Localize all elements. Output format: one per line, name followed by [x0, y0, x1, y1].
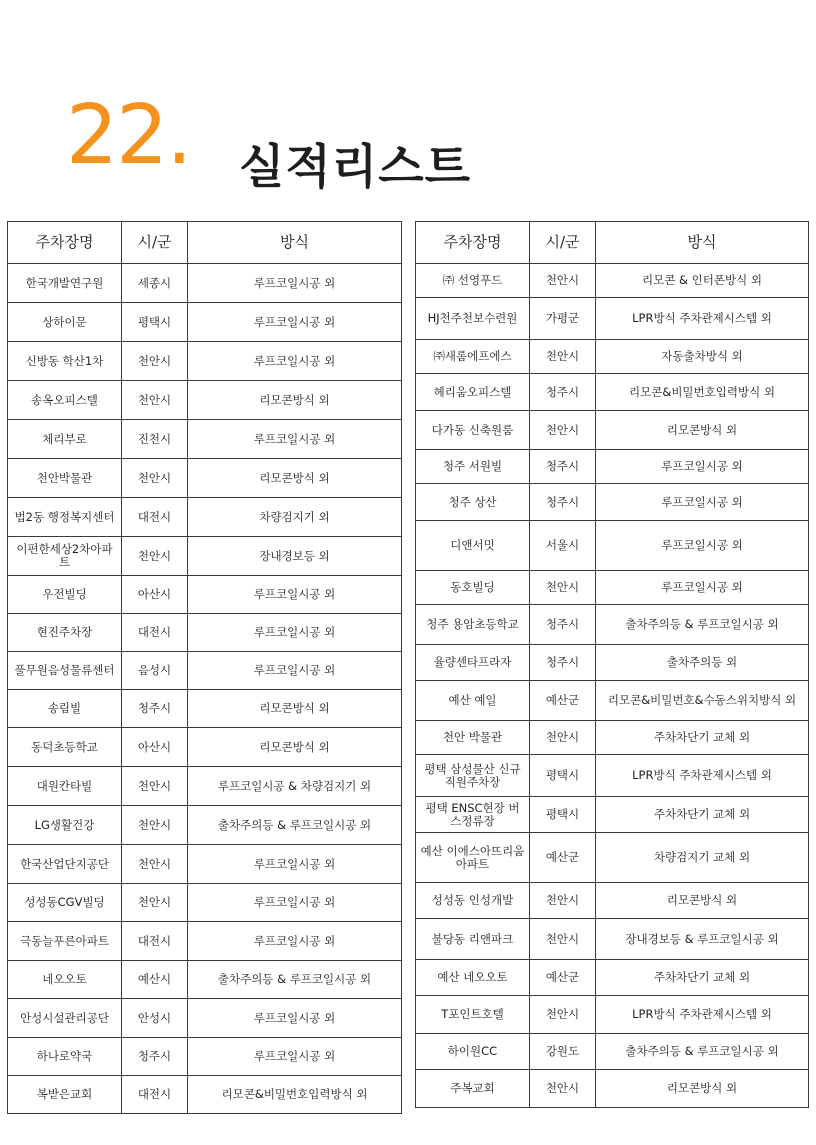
- cell-method: 주차차단기 교체 외: [596, 797, 809, 833]
- cell-name: 송림빌: [8, 690, 122, 728]
- table-row: [416, 996, 809, 1034]
- table-row: [416, 681, 809, 721]
- cell-region: 강원도: [530, 1034, 596, 1070]
- cell-region: 천안시: [122, 537, 188, 576]
- cell-method: 출차주의등 & 루프코일시공 외: [596, 605, 809, 645]
- table-row: [416, 484, 809, 521]
- table-row: [416, 919, 809, 960]
- cell-name: 디앤서밋: [416, 521, 530, 571]
- cell-region: 천안시: [530, 411, 596, 450]
- cell-region: 천안시: [530, 883, 596, 919]
- table-row: [416, 571, 809, 605]
- cell-region: 가평군: [530, 298, 596, 340]
- cell-name: ㈜새롬에프에스: [416, 340, 530, 374]
- cell-method: 리모콘방식 외: [188, 381, 402, 420]
- cell-region: 대전시: [122, 922, 188, 961]
- cell-method: 루프코일시공 외: [188, 652, 402, 690]
- cell-region: 진천시: [122, 420, 188, 459]
- cell-method: 리모콘방식 외: [188, 728, 402, 767]
- cell-method: 루프코일시공 외: [188, 303, 402, 342]
- cell-region: 평택시: [530, 797, 596, 833]
- table-row: [8, 264, 402, 303]
- table-row: [416, 264, 809, 298]
- cell-name: ㈜ 선영푸드: [416, 264, 530, 298]
- cell-region: 음성시: [122, 652, 188, 690]
- cell-region: 아산시: [122, 728, 188, 767]
- cell-name: 상하이문: [8, 303, 122, 342]
- cell-name: 동덕초등학교: [8, 728, 122, 767]
- cell-name: 청주 용암초등학교: [416, 605, 530, 645]
- cell-region: 천안시: [530, 1070, 596, 1108]
- cell-name: HJ천주천보수련원: [416, 298, 530, 340]
- cell-method: 루프코일시공 외: [188, 342, 402, 381]
- cell-region: 청주시: [122, 690, 188, 728]
- cell-name: 천안 박물관: [416, 721, 530, 755]
- cell-region: 안성시: [122, 999, 188, 1038]
- cell-name: 다가동 신축원룸: [416, 411, 530, 450]
- table-row: [8, 652, 402, 690]
- column-header-method: 방식: [596, 222, 809, 264]
- table-row: [416, 450, 809, 484]
- table-row: [416, 833, 809, 883]
- table-row: [416, 883, 809, 919]
- cell-method: 리모콘방식 외: [188, 459, 402, 498]
- cell-method: 루프코일시공 외: [188, 884, 402, 922]
- cell-region: 아산시: [122, 576, 188, 614]
- table-row: [416, 298, 809, 340]
- cell-name: 법2동 행정복지센터: [8, 498, 122, 537]
- cell-region: 세종시: [122, 264, 188, 303]
- cell-region: 천안시: [122, 459, 188, 498]
- cell-method: 루프코일시공 외: [596, 521, 809, 571]
- cell-method: 출차주의등 & 루프코일시공 외: [596, 1034, 809, 1070]
- cell-name: 천안박물관: [8, 459, 122, 498]
- cell-region: 예산군: [530, 960, 596, 996]
- cell-method: 루프코일시공 외: [596, 450, 809, 484]
- table-row: [8, 459, 402, 498]
- cell-method: 출차주의등 외: [596, 645, 809, 681]
- cell-name: T포인트호텔: [416, 996, 530, 1034]
- cell-region: 대전시: [122, 498, 188, 537]
- cell-name: 성성동 인성개발: [416, 883, 530, 919]
- cell-method: 루프코일시공 외: [188, 576, 402, 614]
- cell-method: LPR방식 주차관제시스템 외: [596, 996, 809, 1034]
- cell-name: 안성시설관리공단: [8, 999, 122, 1038]
- table-row: [416, 1034, 809, 1070]
- records-table-left: [7, 221, 402, 1114]
- table-row: [8, 303, 402, 342]
- cell-method: 출차주의등 & 루프코일시공 외: [188, 806, 402, 845]
- cell-name: 예산 네오오토: [416, 960, 530, 996]
- cell-region: 청주시: [530, 484, 596, 521]
- cell-name: 하나로약국: [8, 1038, 122, 1076]
- cell-region: 청주시: [530, 645, 596, 681]
- cell-name: 한국산업단지공단: [8, 845, 122, 884]
- cell-name: 신방동 학산1차: [8, 342, 122, 381]
- cell-method: LPR방식 주차관제시스템 외: [596, 298, 809, 340]
- table-row: [416, 960, 809, 996]
- cell-name: 평택 ENSC현장 버스정류장: [416, 797, 530, 833]
- cell-region: 청주시: [530, 450, 596, 484]
- cell-name: 성성동CGV빌딩: [8, 884, 122, 922]
- cell-method: LPR방식 주차관제시스템 외: [596, 755, 809, 797]
- table-row: [8, 576, 402, 614]
- cell-region: 예산군: [530, 833, 596, 883]
- cell-name: 한국개발연구원: [8, 264, 122, 303]
- cell-method: 루프코일시공 외: [188, 420, 402, 459]
- cell-region: 천안시: [122, 342, 188, 381]
- cell-name: 풀무원음성물류센터: [8, 652, 122, 690]
- table-row: [416, 755, 809, 797]
- table-row: [8, 381, 402, 420]
- cell-region: 예산군: [530, 681, 596, 721]
- cell-method: 루프코일시공 외: [188, 264, 402, 303]
- header-row: [8, 222, 402, 264]
- cell-method: 루프코일시공 & 차량검지기 외: [188, 767, 402, 806]
- cell-region: 천안시: [530, 571, 596, 605]
- cell-method: 루프코일시공 외: [188, 1038, 402, 1076]
- cell-name: 율량센타프라자: [416, 645, 530, 681]
- cell-region: 청주시: [530, 374, 596, 411]
- cell-name: 헤리움오피스텔: [416, 374, 530, 411]
- table-row: [416, 521, 809, 571]
- table-row: [8, 537, 402, 576]
- page-title: 실적리스트: [239, 140, 472, 195]
- cell-region: 대전시: [122, 1076, 188, 1114]
- table-row: [8, 961, 402, 999]
- cell-method: 리모콘 & 인터폰방식 외: [596, 264, 809, 298]
- cell-method: 루프코일시공 외: [188, 845, 402, 884]
- cell-method: 자동출차방식 외: [596, 340, 809, 374]
- cell-name: 송옥오피스텔: [8, 381, 122, 420]
- table-row: [8, 728, 402, 767]
- cell-name: 예산 예일: [416, 681, 530, 721]
- header-row: [416, 222, 809, 264]
- cell-name: 체리부로: [8, 420, 122, 459]
- cell-region: 천안시: [530, 919, 596, 960]
- table-row: [8, 420, 402, 459]
- cell-method: 차량검지기 외: [188, 498, 402, 537]
- cell-name: 이편한세상2차아파트: [8, 537, 122, 576]
- table-row: [416, 374, 809, 411]
- cell-method: 장내경보등 외: [188, 537, 402, 576]
- column-header-region: 시/군: [530, 222, 596, 264]
- table-row: [8, 1076, 402, 1114]
- cell-region: 천안시: [530, 264, 596, 298]
- table-row: [8, 498, 402, 537]
- cell-name: 주복교회: [416, 1070, 530, 1108]
- cell-name: 예산 이에스아뜨리움아파트: [416, 833, 530, 883]
- column-header-region: 시/군: [122, 222, 188, 264]
- table-row: [416, 411, 809, 450]
- table-row: [8, 806, 402, 845]
- cell-region: 평택시: [530, 755, 596, 797]
- cell-method: 주차차단기 교체 외: [596, 960, 809, 996]
- cell-region: 평택시: [122, 303, 188, 342]
- cell-name: 동호빌딩: [416, 571, 530, 605]
- cell-region: 천안시: [530, 721, 596, 755]
- cell-region: 예산시: [122, 961, 188, 999]
- cell-name: 대원칸타빌: [8, 767, 122, 806]
- table-row: [416, 797, 809, 833]
- table-row: [8, 845, 402, 884]
- table-row: [8, 342, 402, 381]
- cell-region: 서울시: [530, 521, 596, 571]
- cell-region: 청주시: [530, 605, 596, 645]
- cell-name: 평택 삼성물산 신규직원주차장: [416, 755, 530, 797]
- cell-name: 극동늘푸른아파트: [8, 922, 122, 961]
- table-row: [8, 999, 402, 1038]
- cell-name: 하이원CC: [416, 1034, 530, 1070]
- table-row: [8, 690, 402, 728]
- column-header-method: 방식: [188, 222, 402, 264]
- cell-region: 천안시: [122, 806, 188, 845]
- cell-method: 리모콘&비밀번호&수동스위치방식 외: [596, 681, 809, 721]
- cell-region: 천안시: [122, 845, 188, 884]
- table-row: [416, 1070, 809, 1108]
- cell-region: 천안시: [122, 884, 188, 922]
- cell-method: 리모콘방식 외: [596, 883, 809, 919]
- cell-name: 우전빌딩: [8, 576, 122, 614]
- cell-method: 차량검지기 교체 외: [596, 833, 809, 883]
- cell-method: 리모콘방식 외: [188, 690, 402, 728]
- column-header-name: 주차장명: [416, 222, 530, 264]
- cell-name: 청주 상산: [416, 484, 530, 521]
- cell-method: 루프코일시공 외: [188, 614, 402, 652]
- table-row: [416, 645, 809, 681]
- cell-region: 대전시: [122, 614, 188, 652]
- cell-method: 리모콘방식 외: [596, 411, 809, 450]
- cell-name: LG생활건강: [8, 806, 122, 845]
- cell-method: 출차주의등 & 루프코일시공 외: [188, 961, 402, 999]
- section-number: 22.: [66, 88, 191, 183]
- cell-name: 현진주차장: [8, 614, 122, 652]
- cell-method: 리모콘&비밀번호입력방식 외: [596, 374, 809, 411]
- table-row: [8, 884, 402, 922]
- table-row: [416, 605, 809, 645]
- column-header-name: 주차장명: [8, 222, 122, 264]
- cell-name: 복받은교회: [8, 1076, 122, 1114]
- cell-name: 청주 서원빌: [416, 450, 530, 484]
- cell-method: 루프코일시공 외: [596, 484, 809, 521]
- table-row: [8, 922, 402, 961]
- table-row: [8, 1038, 402, 1076]
- cell-method: 장내경보등 & 루프코일시공 외: [596, 919, 809, 960]
- cell-method: 리모콘방식 외: [596, 1070, 809, 1108]
- cell-region: 천안시: [530, 996, 596, 1034]
- table-row: [8, 614, 402, 652]
- cell-region: 천안시: [122, 381, 188, 420]
- cell-method: 리모콘&비밀번호입력방식 외: [188, 1076, 402, 1114]
- table-row: [416, 340, 809, 374]
- cell-method: 주차차단기 교체 외: [596, 721, 809, 755]
- cell-region: 천안시: [122, 767, 188, 806]
- cell-method: 루프코일시공 외: [596, 571, 809, 605]
- cell-region: 청주시: [122, 1038, 188, 1076]
- table-row: [8, 767, 402, 806]
- cell-method: 루프코일시공 외: [188, 922, 402, 961]
- cell-name: 불당동 리앤파크: [416, 919, 530, 960]
- cell-region: 천안시: [530, 340, 596, 374]
- records-table-right: [415, 221, 809, 1108]
- table-row: [416, 721, 809, 755]
- cell-name: 네오오토: [8, 961, 122, 999]
- cell-method: 루프코일시공 외: [188, 999, 402, 1038]
